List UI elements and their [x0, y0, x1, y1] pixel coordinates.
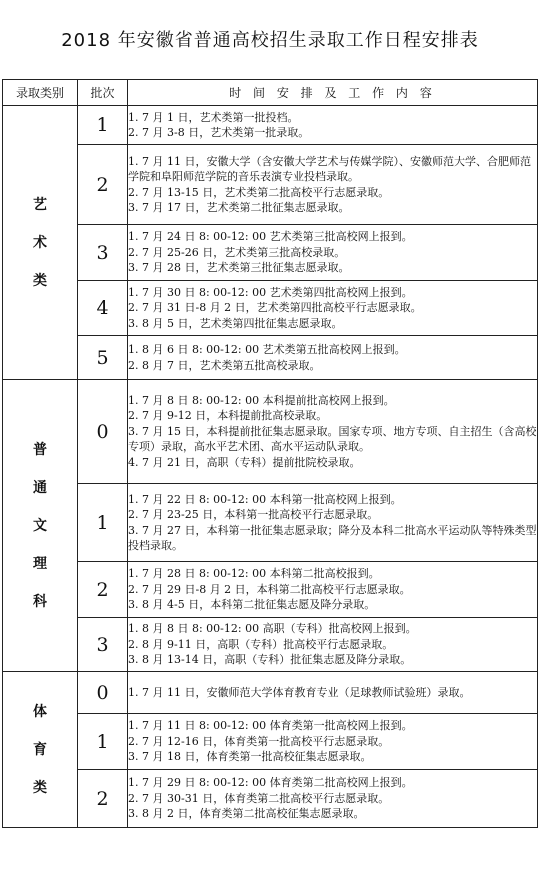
batch-cell: 0	[78, 672, 128, 714]
category-char: 普	[33, 441, 47, 458]
schedule-line: 1. 7 月 11 日 8: 00-12: 00 体育类第一批高校网上报到。	[128, 719, 413, 733]
content-cell	[128, 714, 538, 770]
schedule-line: 4. 7 月 21 日，高职（专科）提前批院校录取。	[128, 455, 361, 469]
category-char: 文	[33, 517, 47, 534]
schedule-line: 2. 7 月 31 日-8 月 2 日，艺术类第四批高校平行志愿录取。	[128, 301, 422, 315]
schedule-line: 3. 8 月 4-5 日，本科第二批征集志愿及降分录取。	[128, 598, 376, 612]
table-row	[3, 106, 538, 145]
header-batch: 批次	[78, 80, 128, 106]
table-row	[3, 336, 538, 380]
table-row	[3, 714, 538, 770]
schedule-line: 3. 7 月 27 日，本科第一批征集志愿录取；降分及本科二批高水平运动队等特殊类型投档录取。	[128, 523, 537, 552]
category-char: 育	[33, 741, 47, 758]
content-cell	[128, 225, 538, 281]
batch-cell: 2	[78, 770, 128, 828]
schedule-line: 1. 8 月 6 日 8: 00-12: 00 艺术类第五批高校网上报到。	[128, 343, 406, 356]
schedule-table	[2, 79, 538, 828]
content-cell	[128, 484, 538, 562]
category-char: 通	[33, 479, 47, 496]
category-char: 科	[33, 593, 47, 610]
content-cell	[128, 336, 538, 380]
header-row	[3, 80, 538, 106]
category-cell	[3, 672, 78, 828]
schedule-line: 3. 8 月 5 日，艺术类第四批征集志愿录取。	[128, 316, 343, 330]
category-char: 类	[33, 272, 47, 289]
schedule-line: 3. 8 月 13-14 日，高职（专科）批征集志愿及降分录取。	[128, 653, 412, 667]
table-row	[3, 618, 538, 672]
schedule-line: 1. 7 月 28 日 8: 00-12: 00 本科第二批高校报到。	[128, 567, 380, 581]
schedule-body	[3, 106, 538, 828]
schedule-line: 1. 7 月 11 日，安徽大学（含安徽大学艺术与传媒学院）、安徽师范大学、合肥师范学院和阜阳师范学院的音乐表演专业投档录取。	[128, 154, 531, 183]
schedule-line: 2. 7 月 3-8 日，艺术类第一批录取。	[128, 126, 310, 139]
schedule-line: 1. 7 月 11 日，安徽师范大学体育教育专业（足球教师试验班）录取。	[128, 685, 471, 699]
content-cell	[128, 380, 538, 484]
category-cell	[3, 380, 78, 672]
table-row	[3, 770, 538, 828]
category-char: 体	[33, 703, 47, 720]
content-cell	[128, 145, 538, 225]
table-row	[3, 281, 538, 336]
content-cell	[128, 281, 538, 336]
table-row	[3, 225, 538, 281]
schedule-line: 2. 7 月 12-16 日，体育类第一批高校平行志愿录取。	[128, 734, 390, 748]
batch-cell: 2	[78, 562, 128, 618]
batch-cell: 3	[78, 225, 128, 281]
schedule-line: 2. 7 月 29 日-8 月 2 日，本科第二批高校平行志愿录取。	[128, 582, 411, 596]
schedule-line: 2. 7 月 23-25 日，本科第一批高校平行志愿录取。	[128, 508, 379, 521]
schedule-line: 3. 7 月 15 日，本科提前批征集志愿录取。国家专项、地方专项、自主招生（含高校专项）录取，高水平艺术团、高水平运动队录取。	[128, 424, 537, 454]
category-char: 理	[33, 555, 47, 572]
category-char: 艺	[33, 196, 47, 213]
schedule-line: 3. 7 月 17 日，艺术类第二批征集志愿录取。	[128, 201, 350, 214]
table-row	[3, 380, 538, 484]
batch-cell: 2	[78, 145, 128, 225]
content-cell	[128, 106, 538, 145]
batch-cell: 1	[78, 484, 128, 562]
schedule-line: 1. 8 月 8 日 8: 00-12: 00 高职（专科）批高校网上报到。	[128, 622, 417, 636]
schedule-line: 2. 7 月 25-26 日，艺术类第三批高校录取。	[128, 245, 346, 259]
content-cell	[128, 672, 538, 714]
table-row	[3, 145, 538, 225]
schedule-line: 2. 7 月 30-31 日，体育类第二批高校平行志愿录取。	[128, 791, 390, 805]
category-cell	[3, 106, 78, 380]
batch-cell: 1	[78, 714, 128, 770]
table-row	[3, 562, 538, 618]
schedule-line: 2. 7 月 9-12 日，本科提前批高校录取。	[128, 409, 328, 423]
schedule-line: 2. 8 月 7 日，艺术类第五批高校录取。	[128, 358, 321, 372]
schedule-line: 3. 7 月 18 日，体育类第一批高校征集志愿录取。	[128, 750, 372, 764]
schedule-line: 3. 7 月 28 日，艺术类第三批征集志愿录取。	[128, 261, 350, 275]
table-row	[3, 672, 538, 714]
schedule-line: 1. 7 月 30 日 8: 00-12: 00 艺术类第四批高校网上报到。	[128, 285, 413, 299]
header-content: 时 间 安 排 及 工 作 内 容	[128, 80, 538, 106]
batch-cell: 5	[78, 336, 128, 380]
schedule-line: 2. 7 月 13-15 日，艺术类第二批高校平行志愿录取。	[128, 185, 390, 199]
batch-cell: 1	[78, 106, 128, 145]
document-title: 2018 年安徽省普通高校招生录取工作日程安排表	[61, 30, 479, 51]
content-cell	[128, 562, 538, 618]
batch-cell: 4	[78, 281, 128, 336]
category-char: 术	[33, 234, 47, 251]
table-row	[3, 484, 538, 562]
batch-cell: 0	[78, 380, 128, 484]
content-cell	[128, 618, 538, 672]
batch-cell: 3	[78, 618, 128, 672]
schedule-line: 3. 8 月 2 日，体育类第二批高校征集志愿录取。	[128, 807, 365, 821]
schedule-line: 1. 7 月 8 日 8: 00-12: 00 本科提前批高校网上报到。	[128, 393, 395, 407]
schedule-line: 1. 7 月 1 日，艺术类第一批投档。	[128, 110, 299, 124]
category-char: 类	[33, 779, 47, 796]
schedule-line: 1. 7 月 29 日 8: 00-12: 00 体育类第二批高校网上报到。	[128, 776, 413, 790]
content-cell	[128, 770, 538, 828]
schedule-line: 1. 7 月 24 日 8: 00-12: 00 艺术类第三批高校网上报到。	[128, 230, 413, 244]
header-category: 录取类别	[3, 80, 78, 106]
schedule-line: 1. 7 月 22 日 8: 00-12: 00 本科第一批高校网上报到。	[128, 492, 402, 506]
schedule-line: 2. 8 月 9-11 日，高职（专科）批高校平行志愿录取。	[128, 637, 394, 651]
